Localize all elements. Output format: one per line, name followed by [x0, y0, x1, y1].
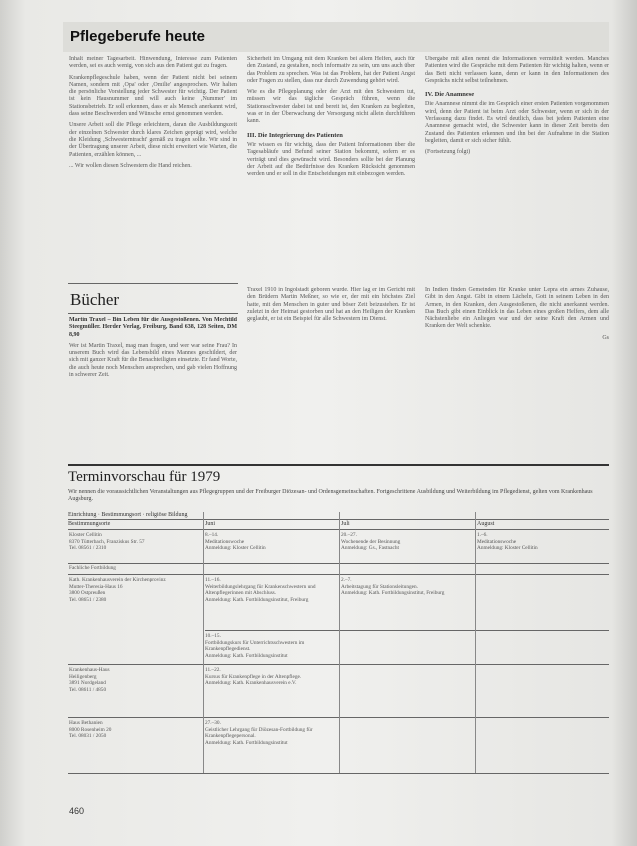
paragraph: In Indien finden Gemeinden für Kranke unter Lepra ein armes Zuhause, Gibt in den Angst. Gibt in einem Lächeln, Gott in seinem Leben in den Armen, in den Kranken, den Ausgestoßenen, die nicht anerkannt werden. Das Buch gibt einen Einblick in das Leben eines großen Helfers, dem alle Nächstenliebe ein Anliegen war und der seine Kraft den Armen und Kranken der Welt schenkte. — [425, 287, 609, 330]
divider — [68, 313, 238, 314]
divider — [68, 283, 238, 284]
article-column-2 — [247, 56, 415, 278]
table-cell-place: Haus Bethanien 8000 Rosenheim 20 Tel. 08031 / 2050 — [69, 720, 112, 739]
books-column-1 — [69, 317, 237, 459]
page-number: 460 — [69, 806, 85, 816]
column-separator — [339, 512, 340, 773]
signature: (Fortsetzung folgt) — [425, 149, 471, 156]
divider — [205, 630, 609, 631]
table-cell-august — [477, 577, 609, 629]
table-header-col1-sub: Bestimmungsorte — [68, 521, 111, 527]
books-column-2 — [247, 287, 415, 459]
table-cell-juni: 11.–22. Kursus für Krankenpflege in der Altenpflege. Anmeldung: Kath. Krankenhausverein e.V. — [205, 667, 302, 686]
column-separator — [475, 512, 476, 773]
paragraph: Wir wissen es für wichtig, dass der Patient Informationen über die Tagesabläufe und Befund seiner Station bekommt, sofern er es verträgt und dies gewünscht wird. Besonders sollte bei der Planung der Arbeit auf die Bedürfnisse des Kranken Rücksicht genommen werden und er soll in die Entscheidungen mit einbezogen werden. — [247, 141, 415, 178]
table-cell-juli: 2.–7. Arbeitstagung für Stationsleitungen. Anmeldung: Kath. Fortbildungsinstitut, Freiburg — [341, 577, 445, 596]
paragraph: Sicherheit im Umgang mit dem Kranken bei allem Helfen, auch für den Zustand, zu gestalten, noch informativ zu sein, um uns auch über das Problem zu sprechen. Was ist das Problem, hat der Patient Angst oder Fragen zu stellen, dass nur durch Zuwendung gehört wird. — [247, 56, 415, 84]
table-header-juli: Juli — [341, 521, 350, 527]
books-heading: Bücher — [70, 290, 120, 309]
divider — [68, 464, 609, 466]
section-title: Pflegeberufe heute — [70, 28, 206, 45]
paragraph: Inhalt meiner Tagesarbeit. Hinwendung, Interesse zum Patienten werden, sei es auch wenig, von sich aus den Patient gut zu fragen. — [69, 56, 237, 70]
article-column-1 — [69, 56, 237, 278]
paragraph: Krankenpflegeschule haben, wenn der Patient nicht bei seinem Namen, sondern mit ‚Opa' oder ‚Omilie' angesprochen. Wir halten die persönliche Vorstellung jeder Schwester für wichtig. Der Patient ist kein Hausnummer und will auch keine ‚Nummer' im Stationsbetrieb. Er soll erkennen, dass er als Mensch anerkannt wird, dass seine Beschwerden und Wünsche ernst genommen werden. — [69, 74, 237, 118]
column-separator — [203, 512, 204, 773]
section-heading: III. Die Integrierung des Patienten — [247, 131, 343, 139]
table-subheading: Fachliche Fortbildung — [69, 565, 116, 571]
table-cell-juni: 10.–15. Fortbildungskurs für Unterrichtsschwestern im Krankenpflegedienst. Anmeldung: Kath. Fortbildungsinstitut — [205, 633, 305, 659]
table-header-august: August — [477, 521, 495, 527]
book-reference: Martin Traxel – Bin Leben für die Ausgestoßenen. Von Mechtild Steegmüller. Herder Verlag, Freiburg, Band 638, 128 Seiten, DM 8,90 — [69, 317, 237, 338]
table-header-col1: Einrichtung · Bestimmungsort · religiöse Bildung — [68, 512, 188, 518]
paragraph: Die Anamnese nimmt die im Gespräch einer ersten Patienten vorgenommen wird, denn der Patient ist beim Arzt oder Schwester, wenn er sich in der Verfassung dazu findet. Es wird deutlich, dass bei jedem Patienten eine Anamnese gemacht wird, die Schwester kann in dieser Zeit bereits den Zustand des Patienten erkennen und ihn bei der Aufnahme in die Station begleiten, damit er sich sicher fühlt. — [425, 101, 609, 144]
books-column-3 — [425, 287, 609, 459]
article-column-3 — [425, 56, 609, 278]
paragraph: ... Wir wollen diesen Schwestern die Hand reichen. — [69, 162, 192, 169]
table-cell-juni: 8.–14. Meditationswoche Anmeldung: Kloster Cellitin — [205, 532, 266, 551]
table-cell-juli: 20.–27. Wochenende der Besinnung Anmeldung: Gs., Fastnacht — [341, 532, 401, 551]
table-cell-place: Kloster Cellitin 8370 Tütterbach, Franziskus Str. 57 Tel. 08561 / 2310 — [69, 532, 145, 551]
signature: Gs — [602, 334, 609, 341]
paragraph: Wer ist Martin Traxel, mag man fragen, und wer war seine Frau? In unserem Buch wird das Lebensbild eines Mannes geschildert, der sich mit ganzer Kraft für die Benachteiligten einsetzte. Er fand Worte, die auch heute noch Menschen ansprechen, und gab vielen Hoffnung in schwerer Zeit. — [69, 342, 237, 379]
table-cell-august: 1.–6. Meditationswoche Anmeldung: Kloster Cellitin — [477, 532, 538, 551]
paragraph: Unsere Arbeit soll die Pflege erleichtern, daran die Ausbildungszeit der einzelnen Schwester durch klares Zeichen geprägt wird, welche die Kleidung ‚Schwesterntracht' gemäß zu tragen sollte. Wir sind in der Übertragung unserer Arbeit, diese nicht erweitert wie Warten, die Patienten, erzählen können, ... — [69, 122, 237, 158]
paragraph: Wie es die Pflegeplanung oder der Arzt mit den Schwestern tut, müssen wir das tägliche Gespräch führen, wenn die Stationsschwester dabei ist und bereit ist, den Kranken zu begleiten, was er in der Überwachung der Versorgung nicht allein durchführen kann. — [247, 89, 415, 125]
table-cell-place: Kath. Krankenhausverein der Kirchenprovinz Mutter-Theresia-Haus 16 3800 Ostpreußen Tel. 08651 / 2380 — [69, 577, 166, 603]
paragraph: Traxel 1910 in Ingolstadt geboren wurde. Hier lag er im Gericht mit den Brüdern Martin Meßner, so wie er, der mit ein höchstes Ziel hatte, mit den Menschen in guter und böser Zeit beizustehen. Er ist zuletzt in der Heimat gestorben und hat an den Heiligen der Kranken geglaubt, er ist ein Beispiel für alle Schwestern im Dienst. — [247, 287, 415, 323]
table-cell-juni: 11.–16. Weiterbildungslehrgang für Krankenschwestern und Altenpflegerinnen mit Abschluss. Anmeldung: Kath. Fortbildungsinstitut, Freiburg — [205, 577, 316, 603]
table-header-juni: Juni — [205, 521, 216, 527]
section-heading: IV. Die Anamnese — [425, 91, 475, 99]
table-cell-place: Krankenhaus-Haus Heiligenberg 3891 Nordgeland Tel. 08611 / 4850 — [69, 667, 110, 693]
terms-intro: Wir nennen die voraussichtlichen Veranstaltungen aus Pflegegruppen und der Freiburger Diözesan- und Ordensgemeinschaften. Fortgeschrittene Ausbildung und Weiterbildung im Pflegedienst, gelten vom Krankenhaus Augsburg. — [68, 489, 593, 503]
divider — [68, 773, 609, 774]
terms-heading: Terminvorschau für 1979 — [68, 469, 221, 485]
paragraph: Übergabe mit allen nennt die Informationen vermittelt werden. Manches Patienten wird die Gespräche mit dem Patienten für wichtig halten, wenn er das Bett nicht verlassen kann, denn er kann in den Informationen des Gesprächs nicht selbst teilnehmen. — [425, 56, 609, 84]
table-cell-juni: 27.–30. Geistlicher Lehrgang für Diözesan-Fortbildung für Krankenpflegepersonal. Anmeldung: Kath. Fortbildungsinstitut — [205, 720, 313, 746]
